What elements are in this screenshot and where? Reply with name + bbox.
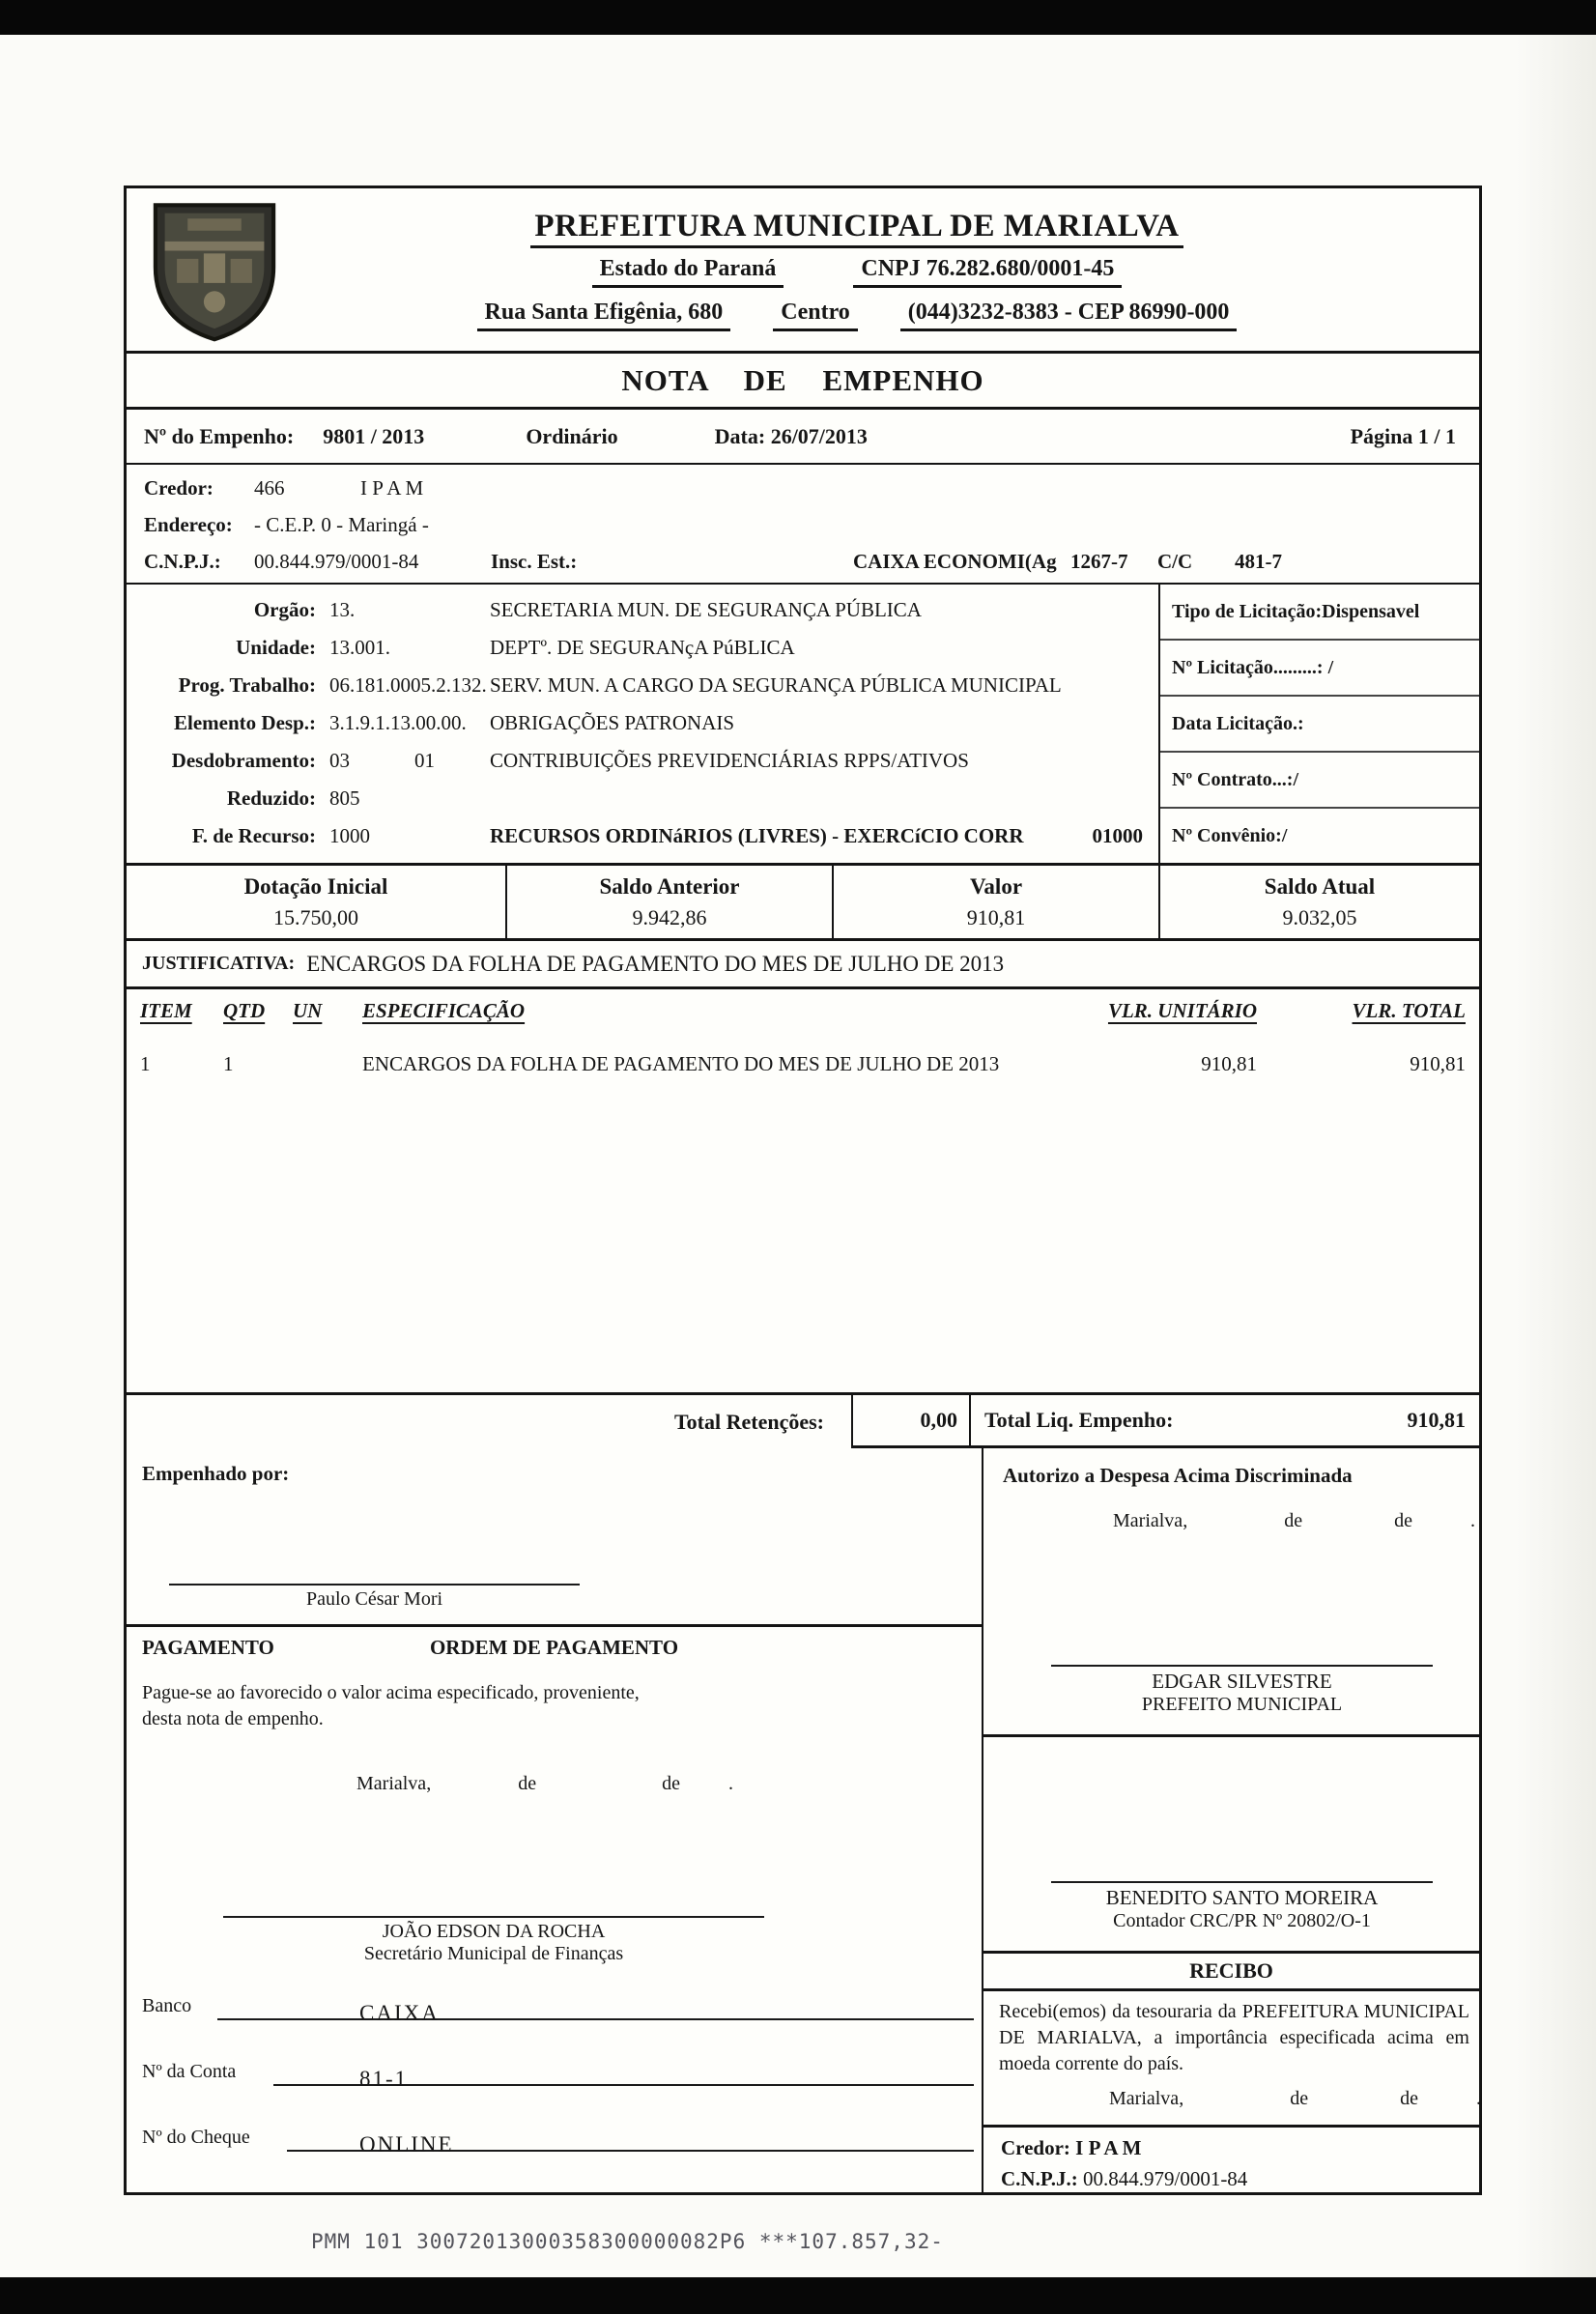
empenhado-signature [169,1584,580,1611]
saldo-atual-value: 9.032,05 [1282,904,1357,929]
unidade-row [127,629,1158,667]
justificativa-row [127,938,1479,986]
tipo-licitacao: Tipo de Licitação:Dispensavel [1160,585,1479,641]
secretario-cargo: Secretário Municipal de Finanças [363,1943,624,1964]
cnpj-label: CNPJ 76.282.680/0001-45 [853,256,1122,288]
banco-label: Banco [142,1995,192,2016]
right-signature-column [982,1448,1479,2192]
recibo-title: RECIBO [983,1951,1479,1991]
orgao-desc: SECRETARIA MUN. DE SEGURANÇA PÚBLICA [490,598,922,621]
recibo-credor-divider [983,2125,1479,2128]
saldo-anterior-value: 9.942,86 [632,904,707,929]
espec-header-text: ESPECIFICAÇÃO [362,999,526,1022]
vlr-total-header-text: VLR. TOTAL [1352,999,1466,1022]
total-liq-label: Total Liq. Empenho: [984,1408,1174,1432]
header-address-row [302,300,1411,331]
qtd-header-text: QTD [223,999,266,1022]
nota-de-empenho-form [124,186,1482,2195]
cc-label: C/C [1157,549,1193,573]
autorizo-title: Autorizo a Despesa Acima Discriminada [1003,1464,1353,1487]
street-address: Rua Santa Efigênia, 680 [477,300,731,331]
saldo-atual-cell [1158,866,1479,938]
dot-matrix-print-line: PMM 101 30072013000358300000082P6 ***107.857,32- [311,2230,944,2253]
total-retencoes-label: Total Retenções: [674,1409,824,1434]
desdobramento-desc: CONTRIBUIÇÕES PREVIDENCIÁRIAS RPPS/ATIVOS [490,749,969,772]
saldo-anterior-header: Saldo Anterior [599,873,740,899]
secretario-name: JOÃO EDSON DA ROCHA [382,1921,606,1942]
empenho-number-label: Nº do Empenho: [144,423,295,448]
credor-row [144,470,1462,506]
item-vlr-total: 910,81 [1410,1052,1466,1075]
empenho-number: 9801 / 2013 [323,423,425,448]
item-qtd: 1 [223,1052,234,1075]
elemento-desp-label: Elemento Desp.: [174,711,316,734]
item-header-text: ITEM [140,999,192,1022]
recibo-city: Marialva, [1109,2088,1184,2109]
pagamento-de2: de [662,1773,680,1794]
pagamento-text: Pague-se ao favorecido o valor acima especificado, proveniente, desta nota de empenho. [142,1682,640,1729]
secretario-signature [223,1916,764,1965]
empenhado-por-label: Empenhado por: [142,1462,290,1485]
elemento-desp-desc: OBRIGAÇÕES PATRONAIS [490,711,735,734]
endereco-row [144,506,1462,543]
cheque-value: ONLINE [359,2132,454,2157]
pagamento-period: . [727,1773,733,1794]
recibo-credor-name: I P A M [1075,2136,1142,2159]
total-retencoes-value: 0,00 [853,1395,971,1445]
credor-section [127,463,1479,583]
credor-name: I P A M [360,475,424,500]
header-text-block [302,188,1479,351]
header-subtitle-row [302,256,1411,288]
desdobramento-row [127,742,1158,780]
dotacao-inicial-header: Dotação Inicial [243,873,388,899]
valor-header: Valor [969,873,1023,899]
autorizo-city: Marialva, [1113,1510,1188,1531]
autorizo-date-line [1113,1510,1475,1532]
numero-licitacao: Nº Licitação.........: / [1160,641,1479,697]
credor-code: 466 [254,475,285,500]
conta-row [142,2061,974,2100]
licitacao-column [1158,585,1479,863]
autorizo-de1: de [1284,1510,1303,1531]
justificativa-text: ENCARGOS DA FOLHA DE PAGAMENTO DO MES DE JULHO DE 2013 [306,951,1005,976]
item-number: 1 [140,1052,151,1075]
item-espec: ENCARGOS DA FOLHA DE PAGAMENTO DO MES DE JULHO DE 2013 [362,1052,1000,1075]
un-header-text: UN [293,999,323,1022]
left-signature-column [127,1448,982,2192]
municipality-title: PREFEITURA MUNICIPAL DE MARIALVA [530,209,1183,248]
fonte-recurso-row [127,817,1158,855]
prefeito-name: EDGAR SILVESTRE [1152,1670,1332,1693]
autorizo-period: . [1469,1510,1475,1531]
ordem-pagamento-title: ORDEM DE PAGAMENTO [429,1636,679,1659]
cnpj-row [144,543,1462,580]
numero-convenio: Nº Convênio:/ [1172,824,1288,846]
phone-cep: (044)3232-8383 - CEP 86990-000 [900,300,1238,331]
valor-value: 910,81 [966,904,1026,929]
pagamento-title: PAGAMENTO [142,1636,274,1659]
cheque-row [142,2127,974,2165]
cc-number: 481-7 [1235,549,1282,573]
unidade-label: Unidade: [236,636,316,659]
dotacao-inicial-cell [127,866,505,938]
items-header-row [127,989,1479,1023]
prog-trabalho-label: Prog. Trabalho: [178,673,316,697]
signatures-section [127,1448,1479,2192]
recibo-de1: de [1290,2088,1309,2109]
credor-cnpj-label: C.N.P.J.: [144,549,221,573]
saldo-atual-header: Saldo Atual [1264,873,1376,899]
dotacao-table [127,863,1479,938]
empenho-info-row [127,407,1479,463]
item-row [127,1023,1479,1076]
fonte-recurso-desc: RECURSOS ORDINáRIOS (LIVRES) - EXERCíCIO CORR [490,824,1024,847]
endereco-value: - C.E.P. 0 - Maringá - [254,512,429,536]
recibo-period: . [1475,2088,1481,2109]
items-section [127,986,1479,1392]
recibo-text: Recebi(emos) da tesouraria da PREFEITURA MUNICIPAL DE MARIALVA, a importância especificada acima em moeda corrente do país. [999,2001,1469,2074]
endereco-label: Endereço: [144,512,233,536]
total-liq-value: 910,81 [1407,1408,1466,1432]
pagamento-date-line [356,1773,733,1795]
orgao-code: 13. [329,598,356,621]
prefeito-signature [1051,1665,1433,1716]
insc-est-label: Insc. Est.: [491,549,578,573]
reduzido-code: 805 [329,786,360,810]
crest-icon [144,197,285,342]
state-label: Estado do Paraná [592,256,784,288]
recibo-cnpj-label: C.N.P.J.: [1001,2167,1078,2190]
banco-row [142,1995,974,2034]
empenhado-signature-name: Paulo César Mori [305,1588,443,1610]
item-vlr-unitario: 910,81 [1201,1052,1257,1075]
elemento-desp-row [127,704,1158,742]
fonte-recurso-code: 1000 [329,824,370,847]
dotacao-inicial-value: 15.750,00 [273,904,358,929]
elemento-desp-code: 3.1.9.1.13.00.00. [329,711,467,734]
bank-name: CAIXA ECONOMI(Ag [853,549,1057,573]
prog-trabalho-row [127,667,1158,704]
orgao-row [127,591,1158,629]
justificativa-label: JUSTIFICATIVA: [142,953,296,974]
document-title: NOTA DE EMPENHO [127,351,1479,407]
cheque-label: Nº do Cheque [142,2127,250,2148]
recibo-cnpj-row [1001,2167,1247,2191]
orgao-section [127,583,1479,863]
pagamento-de1: de [518,1773,537,1794]
items-header-vlr-unitario [1015,999,1257,1023]
credor-cnpj-value: 00.844.979/0001-84 [254,549,419,573]
reduzido-label: Reduzido: [226,786,316,810]
conta-value: 81-1 [359,2067,409,2091]
numero-contrato: Nº Contrato...:/ [1160,753,1479,809]
banco-value: CAIXA [359,2001,440,2025]
page-indicator: Página 1 / 1 [1350,423,1456,448]
items-header-item [140,999,223,1023]
vlr-unit-header-text: VLR. UNITÁRIO [1107,999,1257,1022]
contador-signature [1051,1881,1433,1932]
prog-trabalho-code: 06.181.0005.2.132. [329,673,487,697]
recibo-credor-row [1001,2136,1141,2160]
recibo-credor-label: Credor: [1001,2136,1070,2159]
conta-label: Nº da Conta [142,2061,237,2082]
scan-artifact-top-bar [0,0,1596,35]
data-licitacao: Data Licitação.: [1160,697,1479,753]
valor-cell [832,866,1158,938]
items-header-vlr-total [1257,999,1466,1023]
header-section [127,188,1479,351]
scan-artifact-bottom-bar [0,2277,1596,2314]
pagamento-divider [127,1624,982,1627]
empenho-type: Ordinário [526,423,618,448]
prog-trabalho-desc: SERV. MUN. A CARGO DA SEGURANÇA PÚBLICA MUNICIPAL [490,673,1062,697]
bank-agency: 1267-7 [1070,549,1128,573]
municipal-crest-logo [127,188,302,351]
desdobramento-label: Desdobramento: [171,749,316,772]
pagamento-city: Marialva, [356,1773,432,1794]
contador-cargo: Contador CRC/PR Nº 20802/O-1 [1113,1910,1371,1931]
recibo-date-line [1109,2088,1481,2110]
credor-label: Credor: [144,475,214,500]
recibo-de2: de [1400,2088,1418,2109]
fonte-recurso-label: F. de Recurso: [191,824,316,847]
unidade-code: 13.001. [329,636,390,659]
district-label: Centro [773,300,858,331]
orgao-detail-block [127,585,1158,863]
orgao-label: Orgão: [253,598,316,621]
fonte-recurso-extra: 01000 [1092,824,1143,847]
totals-row [127,1392,1479,1448]
contador-name: BENEDITO SANTO MOREIRA [1105,1886,1379,1909]
recibo-cnpj-value: 00.844.979/0001-84 [1082,2167,1248,2190]
prefeito-cargo: PREFEITO MUNICIPAL [1141,1694,1343,1715]
header-title-row [302,209,1411,244]
unidade-desc: DEPTº. DE SEGURANçA PúBLICA [490,636,795,659]
items-header-qtd [223,999,293,1023]
desdobramento-code: 03 [329,749,350,772]
banco-fill-line [217,2018,974,2020]
items-header-espec [362,999,1015,1023]
desdobramento-code2: 01 [414,749,435,772]
empenho-date: Data: 26/07/2013 [714,423,868,448]
saldo-anterior-cell [505,866,832,938]
contador-divider [983,1734,1479,1737]
autorizo-de2: de [1394,1510,1412,1531]
reduzido-row [127,780,1158,817]
items-header-un [293,999,362,1023]
totals-box [851,1395,1479,1448]
